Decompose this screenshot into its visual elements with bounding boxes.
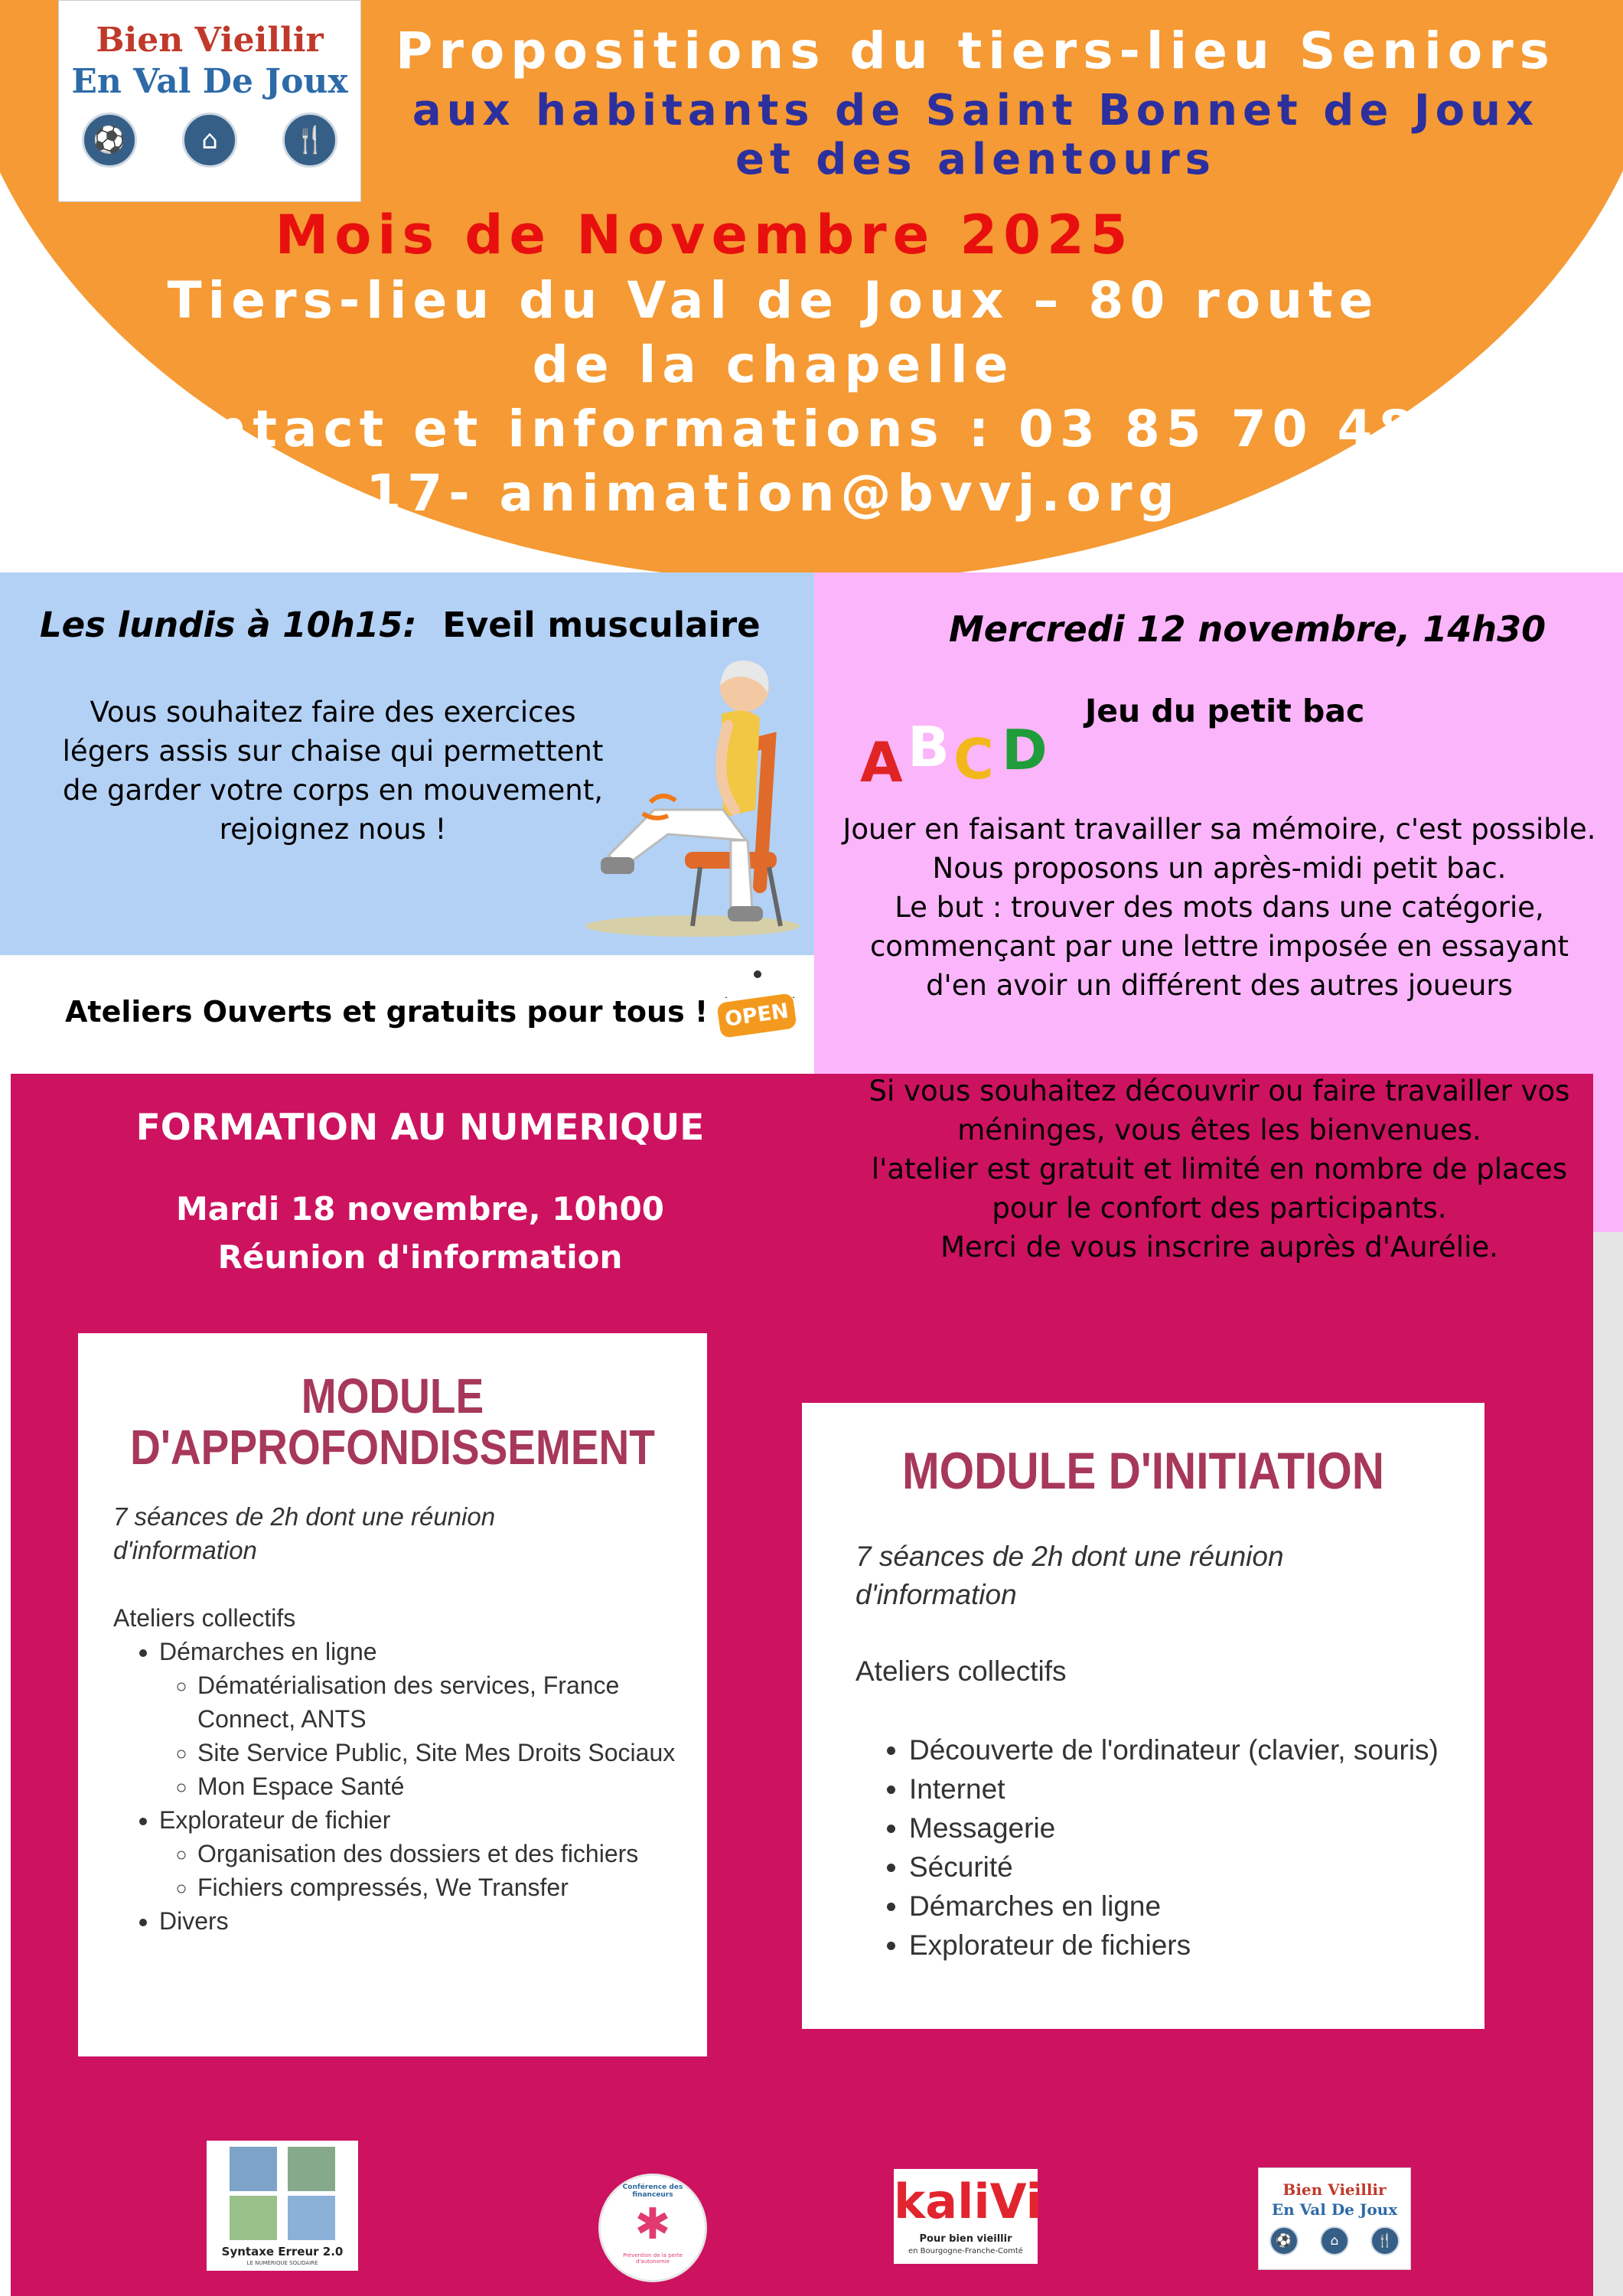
- header-contact-1: Contact et informations : 03 85 70 48: [126, 400, 1420, 458]
- list-item: • Explorateur de fichiers: [909, 1926, 1468, 1965]
- initiation-sessions: d'information: [855, 1579, 1017, 1610]
- letter-d: D: [1002, 718, 1048, 782]
- approfondissement-collectifs: Ateliers collectifs: [113, 1604, 296, 1632]
- module-approfondissement-card: [78, 1333, 707, 2056]
- petit-bac-line: Nous proposons un après-midi petit bac.: [932, 852, 1507, 885]
- letter-c: C: [953, 727, 994, 791]
- open-sign-icon: [715, 970, 800, 1039]
- kalivi-sub-label: Pour bien vieillir: [919, 2233, 1012, 2245]
- eveil-heading-day: Les lundis à 10h15:: [40, 605, 417, 645]
- list-item: • Messagerie: [909, 1808, 1468, 1848]
- petit-bac-paragraph-2: [816, 1071, 1623, 1267]
- list-item: • Divers: [159, 1904, 695, 1938]
- numerique-info: Réunion d'information: [217, 1238, 623, 1276]
- numerique-date: Mardi 18 novembre, 10h00: [175, 1190, 665, 1228]
- petit-bac-line: commençant par une lettre imposée en essayant: [869, 930, 1569, 963]
- asterisk-icon: ✱: [634, 2200, 671, 2249]
- petit-bac-title: Jeu du petit bac: [1085, 693, 1365, 729]
- list-item: • Explorateur de fichier ◦ Organisation des dossiers et des fichiers ◦ Fichiers compressés, We Transfer: [159, 1803, 695, 1904]
- conference-sub-label: Prévention de la perte d'autonomie: [623, 2252, 683, 2265]
- logo-footer-line-2: En Val De Joux: [1271, 2200, 1398, 2219]
- logo-conference-financeurs: [598, 2174, 707, 2282]
- petit-bac-line: Jouer en faisant travailler sa mémoire, c'est possible.: [842, 813, 1596, 846]
- approfondissement-sessions: 7 séances de 2h dont une réunion: [113, 1502, 496, 1531]
- header-month: Mois de Novembre 2025: [275, 204, 1134, 266]
- header-location-1: Tiers-lieu du Val de Joux – 80 route: [167, 271, 1380, 330]
- initiation-sessions: 7 séances de 2h dont une réunion: [855, 1541, 1284, 1572]
- seated-exercise-illustration: [578, 657, 807, 947]
- eveil-description: [31, 693, 635, 849]
- initiation-title: MODULE D'INITIATION: [901, 1442, 1385, 1500]
- logo-bien-vieillir: [58, 0, 361, 202]
- eveil-line: légers assis sur chaise qui permettent: [62, 735, 604, 768]
- kalivi-sub-label: en Bourgogne-Franche-Comté: [908, 2247, 1023, 2255]
- activities-icon: ⚽: [1269, 2226, 1299, 2255]
- eveil-heading: [40, 605, 761, 645]
- home-icon: ⌂: [182, 113, 237, 168]
- header-location-2: de la chapelle: [532, 335, 1015, 394]
- header-contact-2: 17- animation@bvvj.org: [366, 464, 1181, 523]
- initiation-collectifs: Ateliers collectifs: [855, 1655, 1067, 1687]
- logo-bien-vieillir-footer: [1258, 2167, 1411, 2270]
- syntaxe-label: Syntaxe Erreur 2.0: [221, 2245, 344, 2258]
- numerique-title: FORMATION AU NUMERIQUE: [135, 1107, 705, 1149]
- logo-syntaxe-erreur: [207, 2141, 358, 2271]
- petit-bac-paragraph-1: [816, 810, 1623, 1005]
- list-item: ◦ Fichiers compressés, We Transfer: [197, 1870, 695, 1904]
- eveil-heading-activity: Eveil musculaire: [442, 605, 761, 645]
- list-item: • Découverte de l'ordinateur (clavier, souris): [909, 1730, 1468, 1769]
- logo-footer-line-1: Bien Vieillir: [1282, 2180, 1387, 2199]
- list-item: • Sécurité: [909, 1848, 1468, 1887]
- network-icon: [288, 2147, 335, 2191]
- logo-kalivi: [894, 2169, 1042, 2264]
- header-subtitle-2: et des alentours: [735, 135, 1217, 184]
- tools-icon: [288, 2196, 335, 2240]
- open-workshops-text: Ateliers Ouverts et gratuits pour tous !: [65, 995, 709, 1029]
- list-item: • Démarches en ligne ◦ Dématérialisation des services, France Connect, ANTS ◦ Site Service Public, Site Mes Droits Sociaux ◦ Mon Espace Santé: [159, 1635, 695, 1803]
- home-icon: ⌂: [1320, 2226, 1349, 2255]
- abcd-letters-illustration: [860, 712, 1059, 796]
- list-item: • Internet: [909, 1769, 1468, 1808]
- people-icon: [230, 2196, 277, 2240]
- petit-bac-line: Si vous souhaitez découvrir ou faire travailler vos: [869, 1075, 1570, 1107]
- list-item: ◦ Mon Espace Santé: [197, 1769, 695, 1803]
- activities-icon: ⚽: [82, 113, 137, 168]
- letter-b: B: [908, 715, 950, 779]
- syntaxe-sub-label: LE NUMÉRIQUE SOLIDAIRE: [246, 2260, 318, 2266]
- petit-bac-line: pour le confort des participants.: [992, 1192, 1447, 1225]
- open-sign-label: OPEN: [716, 993, 797, 1038]
- list-item: • Démarches en ligne: [909, 1887, 1468, 1926]
- petit-bac-line: Le but : trouver des mots dans une catégorie,: [895, 891, 1544, 924]
- eveil-line: Vous souhaitez faire des exercices: [90, 696, 576, 729]
- header-title: Propositions du tiers-lieu Seniors: [396, 21, 1556, 80]
- approfondissement-title-2: D'APPROFONDISSEMENT: [130, 1420, 655, 1475]
- eveil-line: de garder votre corps en mouvement,: [63, 774, 603, 807]
- logo-line-1: Bien Vieillir: [96, 21, 324, 60]
- petit-bac-line: méninges, vous êtes les bienvenues.: [957, 1114, 1481, 1146]
- conference-label: Conférence des financeurs: [622, 2183, 683, 2199]
- list-item: ◦ Organisation des dossiers et des fichiers: [197, 1837, 695, 1870]
- eveil-line: rejoignez nous !: [219, 813, 447, 846]
- petit-bac-line: d'en avoir un différent des autres joueurs: [926, 969, 1513, 1002]
- kalivi-label: kaliVi: [894, 2174, 1042, 2229]
- letter-a: A: [860, 730, 903, 794]
- meal-icon: 🍴: [1370, 2226, 1400, 2255]
- header-subtitle-1: aux habitants de Saint Bonnet de Joux: [412, 86, 1540, 135]
- meal-icon: 🍴: [282, 113, 337, 168]
- right-edge-strip: [1593, 1232, 1623, 2296]
- logo-line-2: En Val De Joux: [71, 62, 348, 101]
- petit-bac-line: l'atelier est gratuit et limité en nombre de places: [871, 1153, 1568, 1186]
- approfondissement-title-1: MODULE: [301, 1368, 484, 1424]
- laptop-icon: [230, 2147, 277, 2191]
- approfondissement-sessions: d'information: [113, 1536, 257, 1564]
- petit-bac-line: Merci de vous inscrire auprès d'Aurélie.: [940, 1231, 1498, 1264]
- list-item: ◦ Dématérialisation des services, France Connect, ANTS: [197, 1668, 695, 1736]
- petit-bac-date: Mercredi 12 novembre, 14h30: [949, 608, 1546, 650]
- list-item: ◦ Site Service Public, Site Mes Droits Sociaux: [197, 1736, 695, 1769]
- module-initiation-card: [802, 1403, 1484, 2029]
